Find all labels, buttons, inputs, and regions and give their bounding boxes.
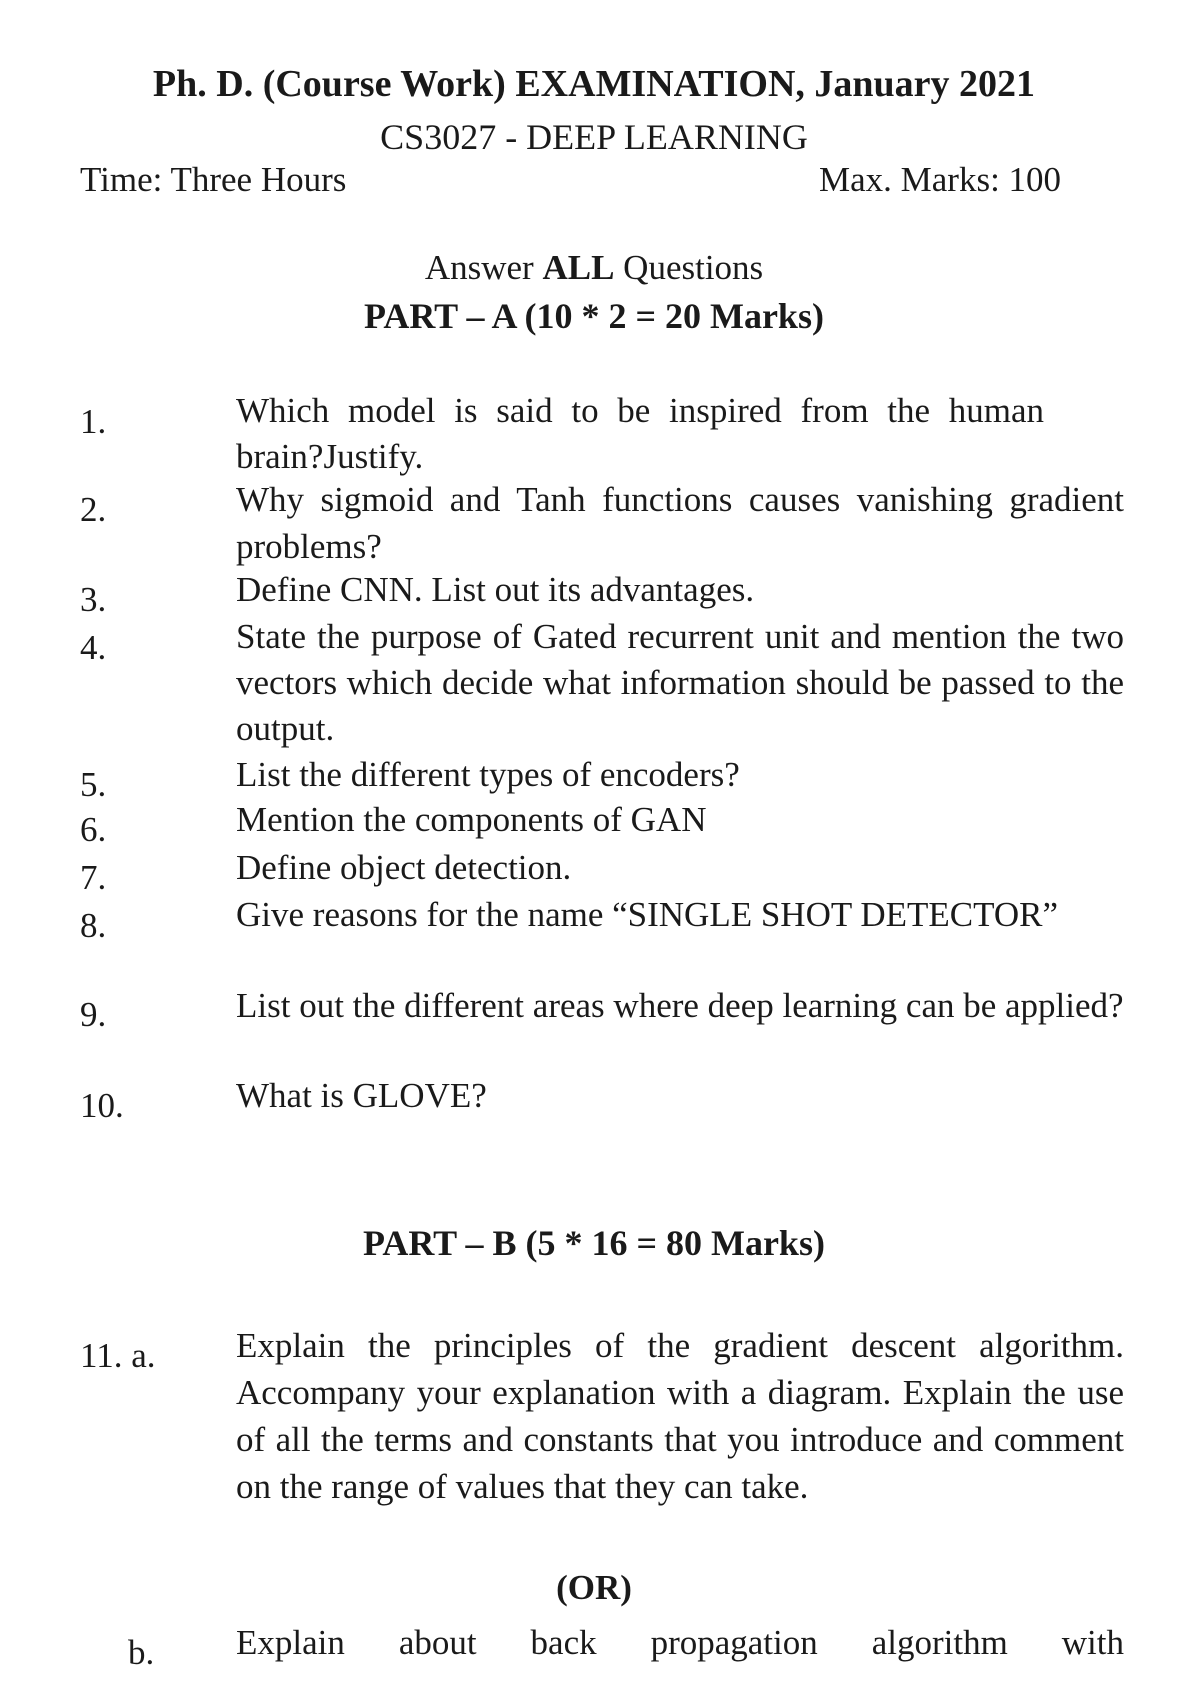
or-separator: (OR) [556,1568,632,1607]
question-number: 2. [80,490,107,529]
question-text: Explain about back propagation algorithm with [236,1623,1124,1662]
question-text: Define object detection. [236,848,572,887]
question-number: 3. [80,580,107,619]
question-text: Why sigmoid and Tanh functions causes vanishing gradient problems? [236,480,1124,566]
question-text: List the different types of encoders? [236,755,740,794]
exam-duration: Time: Three Hours [80,160,347,199]
question-number: 9. [80,995,107,1034]
question-number: 7. [80,858,107,897]
question-text: Mention the components of GAN [236,800,707,839]
question-text: Define CNN. List out its advantages. [236,570,755,609]
question-text: State the purpose of Gated recurrent unit and mention the two vectors which decide what information should be passed to the output. [236,617,1124,748]
question-text: Which model is said to be inspired from the human brain?Justify. [236,391,1044,476]
question-text: What is GLOVE? [236,1076,487,1115]
question-number: 6. [80,810,107,849]
question-number: b. [128,1633,155,1672]
exam-title: Ph. D. (Course Work) EXAMINATION, January 2021 [152,63,1036,105]
question-number: 11. a. [80,1336,156,1375]
part-b-heading: PART – B (5 * 16 = 80 Marks) [363,1223,825,1263]
question-number: 5. [80,765,107,804]
instructions-emphasis: ALL [542,248,615,287]
question-number: 4. [80,628,107,667]
question-text: Give reasons for the name “SINGLE SHOT DETECTOR” [236,895,1059,934]
instructions-pre: Answer [424,248,543,287]
course-code: CS3027 - DEEP LEARNING [380,117,808,157]
max-marks: Max. Marks: 100 [819,160,1062,199]
instructions [0,248,1194,288]
question-text: List out the different areas where deep learning can be applied? [236,986,1124,1025]
question-number: 8. [80,906,107,945]
question-number: 10. [80,1086,124,1125]
question-number: 1. [80,402,107,441]
part-a-heading: PART – A (10 * 2 = 20 Marks) [364,296,824,336]
question-text: Explain the principles of the gradient descent algorithm. Accompany your explanation with a diagram. Explain the use of all the terms and constants that you introduce and comment on the range of values that they can take. [236,1326,1124,1506]
instructions-post: Questions [614,248,764,287]
